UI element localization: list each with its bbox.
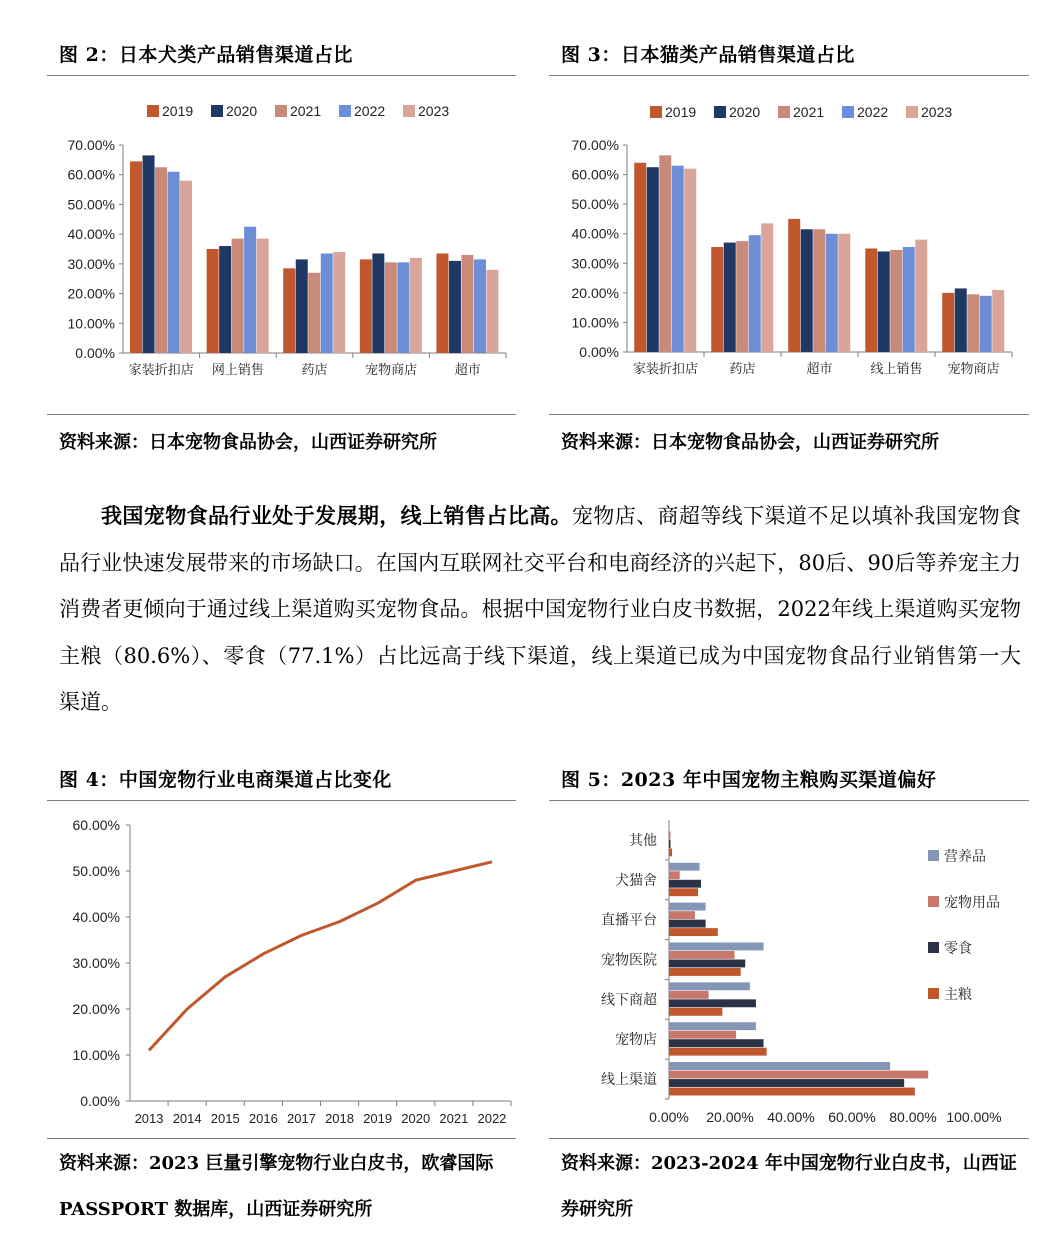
y-tick-label: 40.00%: [72, 909, 120, 925]
legend-label-零食: 零食: [944, 941, 972, 957]
bar-宠物用品-宠物店: [669, 1031, 736, 1039]
fig2-source: 资料来源：日本宠物食品协会，山西证券研究所: [59, 432, 437, 453]
fig4-top-rule: [47, 800, 516, 801]
x-tick-label: 100.00%: [946, 1109, 1002, 1125]
y-tick-label: 60.00%: [72, 817, 120, 833]
fig2-bottom-rule: [47, 414, 516, 415]
x-tick-label: 80.00%: [889, 1109, 937, 1125]
legend-label-2022: 2022: [857, 104, 889, 120]
bar-营养品-犬猫舍: [669, 863, 700, 871]
x-tick-label: 宠物商店: [947, 362, 1000, 377]
legend-label-2019: 2019: [665, 104, 697, 120]
y-tick-label: 50.00%: [67, 196, 115, 213]
bar-零食-线上渠道: [669, 1079, 904, 1087]
bar-主粮-宠物店: [669, 1048, 767, 1056]
bar-2020-网上销售: [219, 246, 231, 353]
y-tick-label: 宠物医院: [601, 952, 657, 969]
fig4-title: 图 4：中国宠物行业电商渠道占比变化: [59, 769, 392, 791]
fig2-title: 图 2：日本犬类产品销售渠道占比: [59, 44, 353, 66]
y-tick-label: 20.00%: [67, 285, 115, 302]
bar-2023-药店: [333, 252, 345, 353]
bar-2019-网上销售: [207, 249, 219, 353]
y-tick-label: 0.00%: [75, 345, 115, 361]
bar-2021-超市: [461, 255, 473, 353]
bar-2020-宠物商店: [955, 288, 967, 352]
bar-2022-药店: [321, 253, 333, 353]
bar-2021-家装折扣店: [659, 155, 671, 352]
x-tick-label: 2021: [439, 1111, 469, 1126]
y-tick-label: 30.00%: [72, 955, 120, 971]
x-tick-label: 宠物商店: [365, 363, 418, 378]
y-tick-label: 线下商超: [601, 992, 657, 1009]
bar-2021-药店: [308, 273, 320, 353]
bar-2020-药店: [724, 243, 736, 352]
bar-2021-线上销售: [890, 250, 902, 352]
legend-swatch-宠物用品: [928, 896, 939, 907]
fig5-title: 图 5：2023 年中国宠物主粮购买渠道偏好: [561, 769, 937, 791]
y-tick-label: 40.00%: [571, 225, 619, 242]
legend-swatch-2021: [778, 106, 790, 118]
x-tick-label: 超市: [806, 362, 833, 377]
fig3-bottom-rule: [549, 414, 1029, 415]
bar-2022-家装折扣店: [168, 172, 180, 353]
y-tick-label: 20.00%: [571, 284, 619, 301]
legend-label-2023: 2023: [921, 104, 953, 120]
y-tick-label: 0.00%: [579, 344, 619, 360]
x-tick-label: 网上销售: [211, 363, 264, 378]
y-tick-label: 直播平台: [601, 912, 657, 929]
bar-零食-线下商超: [669, 999, 756, 1007]
bar-主粮-线下商超: [669, 1008, 722, 1016]
bar-营养品-线下商超: [669, 982, 750, 990]
bar-2020-药店: [296, 259, 308, 353]
x-tick-label: 40.00%: [767, 1109, 815, 1125]
bar-2021-网上销售: [232, 239, 244, 353]
bar-2020-宠物商店: [372, 253, 384, 353]
fig3-title: 图 3：日本猫类产品销售渠道占比: [561, 44, 855, 66]
bar-营养品-线上渠道: [669, 1062, 890, 1070]
paragraph-body: 宠物店、商超等线下渠道不足以填补我国宠物食品行业快速发展带来的市场缺口。在国内互联网社交平台和电商经济的兴起下，80后、90后等养宠主力消费者更倾向于通过线上渠道购买宠物食品。根据中国宠物行业白皮书数据，2022年线上渠道购买宠物主粮（80.6%）、零食（77.1%）占比远高于线下渠道，线上渠道已成为中国宠物食品行业销售第一大渠道。: [59, 504, 1021, 714]
legend-swatch-2019: [147, 105, 159, 117]
body-paragraph: [59, 493, 1021, 726]
x-tick-label: 60.00%: [828, 1109, 876, 1125]
legend-swatch-2019: [650, 106, 662, 118]
bar-2022-家装折扣店: [672, 166, 684, 352]
bar-宠物用品-线下商超: [669, 991, 709, 999]
bar-2019-线上销售: [865, 249, 877, 353]
legend-label-2021: 2021: [290, 103, 322, 119]
bar-2020-家装折扣店: [647, 167, 659, 352]
fig3-chart: [549, 85, 1029, 405]
bar-主粮-其他: [669, 848, 672, 856]
bar-营养品-宠物店: [669, 1022, 756, 1030]
bar-2023-网上销售: [257, 239, 269, 353]
bar-2023-宠物商店: [992, 290, 1004, 352]
bar-2020-超市: [801, 229, 813, 352]
bar-营养品-宠物医院: [669, 943, 764, 951]
x-tick-label: 2017: [286, 1111, 316, 1126]
y-tick-label: 20.00%: [72, 1001, 120, 1017]
bar-2022-宠物商店: [980, 296, 992, 352]
bar-宠物用品-线上渠道: [669, 1071, 928, 1079]
bar-宠物用品-其他: [669, 831, 671, 839]
bar-宠物用品-犬猫舍: [669, 871, 680, 879]
bar-2023-超市: [838, 234, 850, 352]
x-tick-label: 2020: [401, 1111, 431, 1126]
y-tick-label: 50.00%: [571, 196, 619, 213]
fig4-bottom-rule: [47, 1138, 516, 1139]
bar-2022-线上销售: [903, 247, 915, 352]
y-tick-label: 60.00%: [571, 166, 619, 183]
fig5-top-rule: [549, 800, 1029, 801]
bar-2023-家装折扣店: [180, 181, 192, 353]
bar-2021-药店: [736, 241, 748, 352]
legend-label-2023: 2023: [418, 103, 450, 119]
fig3-source: 资料来源：日本宠物食品协会，山西证券研究所: [561, 432, 939, 453]
x-tick-label: 线上销售: [870, 362, 923, 377]
y-tick-label: 60.00%: [67, 166, 115, 183]
legend-swatch-营养品: [928, 850, 939, 861]
bar-2019-宠物商店: [942, 293, 954, 352]
bar-2021-家装折扣店: [155, 167, 167, 353]
legend-label-宠物用品: 宠物用品: [944, 895, 1000, 911]
fig5-bottom-rule: [549, 1138, 1029, 1139]
legend-label-主粮: 主粮: [944, 987, 972, 1003]
bar-2022-网上销售: [244, 227, 256, 353]
x-tick-label: 家装折扣店: [632, 362, 699, 377]
y-tick-label: 10.00%: [571, 314, 619, 331]
y-tick-label: 10.00%: [72, 1047, 120, 1063]
fig5-source: 资料来源：2023-2024 年中国宠物行业白皮书，山西证券研究所: [561, 1153, 1017, 1220]
x-tick-label: 2016: [248, 1111, 278, 1126]
y-tick-label: 10.00%: [67, 315, 115, 332]
y-tick-label: 线上渠道: [601, 1072, 657, 1089]
x-tick-label: 2015: [210, 1111, 240, 1126]
y-tick-label: 40.00%: [67, 226, 115, 243]
bar-2019-宠物商店: [360, 259, 372, 353]
y-tick-label: 犬猫舍: [615, 872, 657, 889]
x-tick-label: 2018: [325, 1111, 355, 1126]
x-tick-label: 2013: [134, 1111, 164, 1126]
legend-label-2022: 2022: [354, 103, 386, 119]
bar-2023-药店: [761, 223, 773, 352]
fig4-chart: [47, 806, 516, 1134]
legend-label-2020: 2020: [226, 103, 258, 119]
bar-2019-药店: [711, 247, 723, 352]
y-tick-label: 其他: [629, 832, 657, 849]
bar-2023-家装折扣店: [684, 169, 696, 352]
bar-主粮-直播平台: [669, 928, 718, 936]
x-tick-label: 家装折扣店: [128, 363, 194, 378]
legend-label-2019: 2019: [162, 103, 194, 119]
x-tick-label: 2014: [172, 1111, 202, 1126]
bar-宠物用品-宠物医院: [669, 951, 735, 959]
fig3-top-rule: [549, 75, 1029, 76]
legend-swatch-零食: [928, 942, 939, 953]
bar-2019-家装折扣店: [130, 161, 142, 353]
legend-label-2020: 2020: [729, 104, 761, 120]
bar-2020-超市: [449, 261, 461, 353]
bar-主粮-线上渠道: [669, 1088, 915, 1096]
x-tick-label: 药店: [301, 363, 328, 378]
bar-2019-家装折扣店: [634, 163, 646, 352]
bar-零食-犬猫舍: [669, 880, 701, 888]
bar-2022-超市: [826, 234, 838, 352]
y-tick-label: 70.00%: [67, 137, 115, 153]
legend-swatch-主粮: [928, 988, 939, 999]
paragraph-lead: 我国宠物食品行业处于发展期，线上销售占比高。: [101, 503, 572, 528]
ecommerce-share-line: [149, 862, 492, 1051]
bar-主粮-犬猫舍: [669, 888, 698, 896]
legend-swatch-2023: [906, 106, 918, 118]
x-tick-label: 2019: [363, 1111, 393, 1126]
x-tick-label: 2022: [477, 1111, 507, 1126]
y-tick-label: 70.00%: [571, 137, 619, 153]
bar-2023-线上销售: [915, 240, 927, 352]
bar-2022-药店: [749, 235, 761, 352]
bar-2020-线上销售: [878, 251, 890, 352]
legend-label-2021: 2021: [793, 104, 825, 120]
bar-2021-超市: [813, 229, 825, 352]
y-tick-label: 50.00%: [72, 863, 120, 879]
y-tick-label: 30.00%: [571, 255, 619, 272]
fig5-chart: [549, 806, 1029, 1134]
bar-零食-其他: [669, 840, 671, 848]
y-tick-label: 宠物店: [615, 1032, 657, 1049]
bar-2019-超市: [436, 253, 448, 353]
bar-2019-超市: [788, 219, 800, 352]
bar-2023-超市: [486, 270, 498, 353]
bar-营养品-直播平台: [669, 903, 706, 911]
x-tick-label: 药店: [729, 362, 756, 377]
x-tick-label: 0.00%: [649, 1109, 689, 1125]
bar-零食-宠物店: [669, 1039, 764, 1047]
x-tick-label: 20.00%: [706, 1109, 754, 1125]
legend-swatch-2020: [211, 105, 223, 117]
fig4-source: 资料来源：2023 巨量引擎宠物行业白皮书，欧睿国际 PASSPORT 数据库，山西证券研究所: [59, 1153, 494, 1220]
bar-2021-宠物商店: [967, 294, 979, 352]
bar-零食-宠物医院: [669, 960, 745, 968]
bar-宠物用品-直播平台: [669, 911, 695, 919]
fig2-chart: [47, 85, 516, 405]
y-tick-label: 30.00%: [67, 255, 115, 272]
y-tick-label: 0.00%: [80, 1093, 120, 1109]
legend-swatch-2021: [275, 105, 287, 117]
bar-2023-宠物商店: [410, 258, 422, 353]
legend-swatch-2022: [339, 105, 351, 117]
bar-2022-宠物商店: [397, 262, 409, 353]
bar-2020-家装折扣店: [143, 155, 155, 353]
fig2-top-rule: [47, 75, 516, 76]
legend-swatch-2023: [403, 105, 415, 117]
legend-swatch-2022: [842, 106, 854, 118]
x-tick-label: 超市: [454, 363, 481, 378]
bar-主粮-宠物医院: [669, 968, 741, 976]
bar-2022-超市: [474, 259, 486, 353]
bar-2021-宠物商店: [385, 262, 397, 353]
legend-swatch-2020: [714, 106, 726, 118]
bar-零食-直播平台: [669, 920, 706, 928]
legend-label-营养品: 营养品: [944, 849, 986, 865]
bar-2019-药店: [283, 268, 295, 353]
